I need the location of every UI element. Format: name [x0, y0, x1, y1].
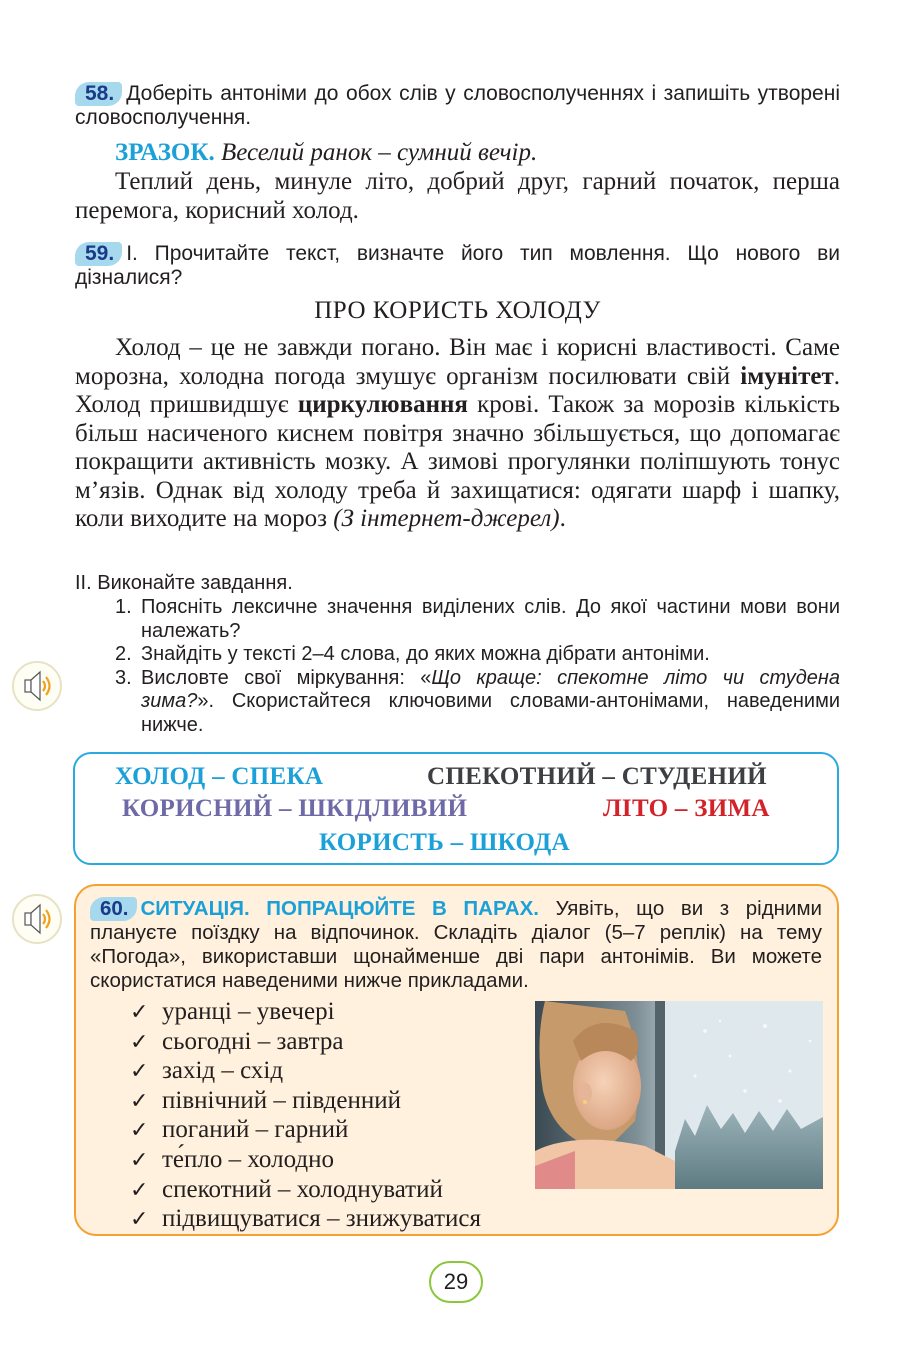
- text-source: (З інтернет-джерел): [333, 505, 560, 532]
- task-list: [75, 596, 840, 737]
- reading-text-part: . Холод пришвидшує: [75, 362, 840, 418]
- check-icon: ✓: [130, 1177, 149, 1203]
- part-2-heading: ІІ. Виконайте завдання.: [75, 572, 293, 594]
- task-number: 1.: [115, 596, 132, 618]
- check-icon: ✓: [130, 1059, 149, 1085]
- check-icon: ✓: [130, 1000, 149, 1025]
- list-item: [130, 1176, 481, 1206]
- sample-text: Веселий ранок – сумний вечір.: [220, 139, 538, 166]
- reading-text-part: Холод – це не завжди погано. Він має і корисні властивості. Саме морозна, холодна погода змушує організм посилювати свій: [75, 334, 840, 390]
- speaker-glyph: [14, 663, 60, 709]
- exercise-number: 58.: [75, 82, 122, 106]
- speaker-icon[interactable]: [12, 894, 62, 944]
- girl-at-window-photo: [535, 1001, 823, 1189]
- task-text: Знайдіть у тексті 2–4 слова, до яких можна дібрати антоніми.: [141, 643, 710, 665]
- page-number: 29: [429, 1261, 483, 1303]
- list-item: [130, 1057, 481, 1087]
- antonym-pair: КОРИСТЬ – ШКОДА: [319, 829, 570, 856]
- check-icon: ✓: [130, 1207, 149, 1233]
- antonym-pair: ХОЛОД – СПЕКА: [115, 763, 324, 790]
- antonym-pair: СПЕКОТНИЙ – СТУДЕНИЙ: [427, 763, 767, 790]
- exercise-59-instruction: І. Прочитайте текст, визначте його тип мовлення. Що нового ви дізналися?: [75, 242, 840, 289]
- antonym-pair: КОРИСНИЙ – ШКІДЛИВИЙ: [122, 795, 468, 822]
- phrases-text: Теплий день, минуле літо, добрий друг, гарний початок, перша перемога, корисний холод.: [75, 168, 840, 224]
- list-item-text: спекотний – холоднуватий: [162, 1175, 443, 1203]
- list-item-text: поганий – гарний: [162, 1116, 349, 1144]
- task-item: [75, 667, 840, 738]
- reading-text-part: .: [559, 505, 566, 532]
- list-item: [130, 1087, 481, 1117]
- exercise-number: 60.: [90, 897, 137, 921]
- list-item-text: те́пло – холодно: [162, 1145, 334, 1173]
- list-item: [130, 1146, 481, 1176]
- exercise-58-sample: [75, 139, 840, 168]
- exercise-58-instruction: Доберіть антоніми до обох слів у словосполученнях і запишіть утворені словосполучення.: [75, 82, 840, 129]
- sample-label: ЗРАЗОК.: [115, 139, 215, 166]
- exercise-number: 59.: [75, 242, 122, 266]
- task-question: Що краще: спекотне літо чи студена зима?: [141, 666, 840, 712]
- task-text: ». Скористайтеся ключовими словами-антонімами, наведеними нижче.: [141, 690, 840, 736]
- task-text: Поясніть лексичне значення виділених слів. До якої частини мови вони належать?: [141, 596, 840, 642]
- exercise-60-title: СИТУАЦІЯ. ПОПРАЦЮЙТЕ В ПАРАХ.: [140, 897, 540, 920]
- list-item-text: сьогодні – завтра: [162, 1027, 344, 1055]
- list-item: [130, 1028, 481, 1058]
- check-icon: ✓: [130, 1147, 149, 1173]
- list-item: [130, 1116, 481, 1146]
- speaker-icon[interactable]: [12, 661, 62, 711]
- exercise-60-task: [90, 897, 822, 993]
- task-number: 3.: [115, 666, 132, 689]
- task-item: [75, 596, 840, 643]
- exercise-58-task: [75, 82, 840, 130]
- exercise-59-task: [75, 242, 840, 290]
- task-item: [75, 643, 840, 667]
- reading-text-part: крові. Також за морозів кількість більш насиченого киснем повітря значно збільшується, що допомагає покращити активність мозку. А зимові прогулянки поліпшують тонус м’язів. Однак від холоду треба й захищатися: одягати шарф і шапку, коли виходите на мороз: [75, 391, 840, 532]
- check-icon: ✓: [130, 1118, 149, 1144]
- task-number: 2.: [115, 643, 132, 665]
- list-item-text: захід – схід: [162, 1057, 284, 1085]
- reading-text: [75, 334, 840, 534]
- speaker-glyph: [14, 896, 60, 942]
- exercise-60-instruction: Уявіть, що ви з рідними плануєте поїздку на відпочинок. Складіть діалог (5–7 реплік) на тему «Погода», використавши щонайменше дві пари антонімів. Ви можете скористатися наведеними нижче прикладами.: [90, 897, 822, 992]
- list-item-text: північний – південний: [162, 1086, 402, 1114]
- check-icon: ✓: [130, 1088, 149, 1114]
- highlighted-word: імунітет: [740, 362, 834, 390]
- antonym-pair: ЛІТО – ЗИМА: [603, 795, 770, 822]
- antonym-examples-list: [130, 998, 481, 1235]
- antonyms-box: [73, 752, 839, 865]
- list-item-text: уранці – увечері: [162, 998, 335, 1025]
- list-item: [130, 1205, 481, 1235]
- highlighted-word: циркулювання: [297, 391, 468, 418]
- exercise-58-phrases: [75, 168, 840, 225]
- check-icon: ✓: [130, 1029, 149, 1055]
- list-item: [130, 998, 481, 1028]
- text-title: ПРО КОРИСТЬ ХОЛОДУ: [314, 297, 601, 324]
- list-item-text: підвищуватися – знижуватися: [162, 1205, 482, 1233]
- task-text: Висловте свої міркування: «: [141, 666, 432, 689]
